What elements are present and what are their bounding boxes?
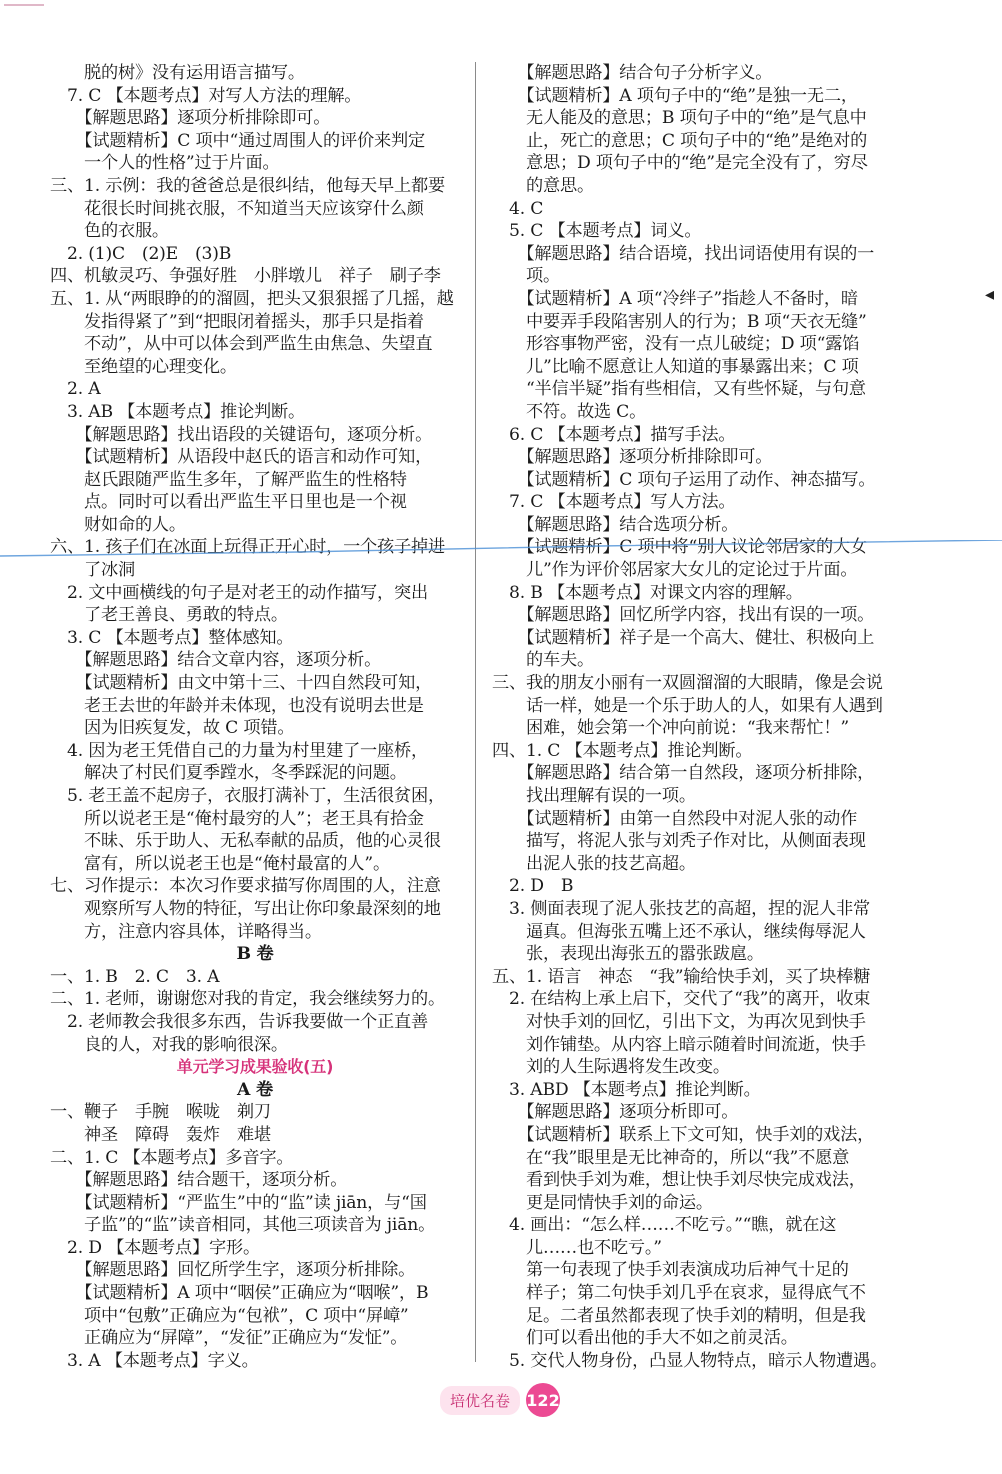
text-line: 对快手刘的回忆，引出下文，为再次见到快手	[492, 1011, 866, 1032]
text-line: 4. 因为老王凭借自己的力量为村里建了一座桥，	[50, 740, 429, 761]
text-line: 【试题精析】C 项中“通过周围人的评价来判定	[50, 130, 425, 151]
text-line: 的意思。	[492, 175, 594, 196]
text-line: 2. (1)C (2)E (3)B	[50, 243, 232, 264]
text-line: 刘的人生际遇将发生改变。	[492, 1057, 730, 1078]
text-line: 【试题精析】A 项中“咽侯”正确应为“咽喉”，B	[50, 1283, 429, 1304]
text-line: 6. C 【本题考点】描写手法。	[492, 424, 736, 445]
text-line: 了老王善良、勇敢的特点。	[50, 605, 288, 626]
text-line: 因为旧疾复发，故 C 项错。	[50, 718, 295, 739]
text-line: 中要弄手段陷害别人的行为；B 项“天衣无缝”	[492, 311, 867, 332]
text-line: 【试题精析】A 项句子中的“绝”是独一无二，	[492, 85, 858, 106]
text-line: 四、机敏灵巧、争强好胜 小胖墩儿 祥子 刷子李	[50, 266, 441, 287]
page-number: 122	[526, 1383, 560, 1417]
text-line: 【试题精析】“严监生”中的“监”读 jiān，与“国	[50, 1192, 427, 1213]
text-line: 3. ABD 【本题考点】推论判断。	[492, 1079, 761, 1100]
text-line: 意思；D 项句子中的“绝”是完全没有了，穷尽	[492, 153, 868, 174]
text-line: 3. 侧面表现了泥人张技艺的高超，捏的泥人非常	[492, 898, 871, 919]
text-line: 项。	[492, 266, 560, 287]
text-line: 3. A 【本题考点】字义。	[50, 1350, 259, 1371]
edge-arrow-icon: ◂	[985, 284, 995, 305]
text-line: 四、1. C 【本题考点】推论判断。	[492, 740, 753, 761]
page-footer	[420, 1380, 580, 1420]
text-line: 2. 文中画横线的句子是对老王的动作描写，突出	[50, 582, 429, 603]
text-line: 【解题思路】逐项分析排除即可。	[492, 447, 773, 468]
text-line: 不昧、乐于助人、无私奉献的品质，他的心灵很	[50, 831, 441, 852]
text-line: 出泥人张的技艺高超。	[492, 853, 696, 874]
text-line: 神圣 障碍 轰炸 难堪	[50, 1124, 271, 1145]
text-line: 描写，将泥人张与刘秃子作对比，从侧面表现	[492, 831, 866, 852]
left-column	[50, 62, 460, 1372]
text-line: 【解题思路】逐项分析排除即可。	[50, 108, 331, 129]
text-line: 们可以看出他的手大不如之前灵活。	[492, 1328, 798, 1349]
section-title: A 卷	[237, 1079, 273, 1100]
text-line: 【解题思路】结合题干，逐项分析。	[50, 1170, 348, 1191]
text-line: 看到快手刘为难，想让快手刘尽快完成戏法，	[492, 1170, 866, 1191]
text-line: 一个人的性格”过于片面。	[50, 153, 280, 174]
text-line: 一、鞭子 手腕 喉咙 剃刀	[50, 1102, 271, 1123]
text-line: 儿”作为评价邻居家大女儿的定论过于片面。	[492, 560, 858, 581]
text-line: 7. C 【本题考点】对写人方法的理解。	[50, 85, 362, 106]
text-line: 在“我”眼里是无比神奇的，所以“我”不愿意	[492, 1147, 850, 1168]
text-line: 【解题思路】结合第一自然段，逐项分析排除，	[492, 763, 875, 784]
text-line: 【解题思路】结合选项分析。	[492, 514, 739, 535]
text-line: 方，注意内容具体，详略得当。	[50, 921, 322, 942]
text-line: 2. D B	[492, 876, 574, 897]
text-line: 5. C 【本题考点】词义。	[492, 221, 702, 242]
text-line: “半信半疑”指有些相信，又有些怀疑，与句意	[492, 379, 866, 400]
text-line: 第一句表现了快手刘表演成功后神气十足的	[492, 1260, 849, 1281]
text-line: 【解题思路】结合文章内容，逐项分析。	[50, 650, 382, 671]
footer-label: 培优名卷	[440, 1386, 520, 1415]
text-line: 六、1. 孩子们在冰面上玩得正开心时，一个孩子掉进	[50, 537, 445, 558]
text-line: 【试题精析】祥子是一个高大、健壮、积极向上	[492, 627, 875, 648]
text-line: 3. AB 【本题考点】推论判断。	[50, 401, 306, 422]
text-line: 老王去世的年龄并未体现，也没有说明去世是	[50, 695, 424, 716]
text-line: 形容事物严密，没有一点儿破绽；D 项“露馅	[492, 334, 860, 355]
text-line: 困难，她会第一个冲向前说：“我来帮忙！”	[492, 718, 849, 739]
unit-title: 单元学习成果验收(五)	[176, 1057, 334, 1077]
text-line: 赵氏跟随严监生多年，了解严监生的性格特	[50, 469, 407, 490]
text-line: 五、1. 从“两眼睁的的溜圆，把头又狠狠摇了几摇，越	[50, 288, 454, 309]
text-line: 2. 老师教会我很多东西，告诉我要做一个正直善	[50, 1011, 429, 1032]
text-line: 3. C 【本题考点】整体感知。	[50, 627, 294, 648]
text-line: 4. 画出：“怎么样……不吃亏。”“瞧，就在这	[492, 1215, 837, 1236]
text-line: 7. C 【本题考点】写人方法。	[492, 492, 736, 513]
text-line: 【解题思路】回忆所学生字，逐项分析排除。	[50, 1260, 416, 1281]
text-line: 【试题精析】A 项“冷绊子”指趁人不备时，暗	[492, 288, 858, 309]
text-line: 5. 交代人物身份，凸显人物特点，暗示人物遭遇。	[492, 1350, 887, 1371]
text-line: 更是同情快手刘的命运。	[492, 1192, 713, 1213]
text-line: 话一样，她是一个乐于助人的人，如果有人遇到	[492, 695, 883, 716]
text-line: 的车夫。	[492, 650, 594, 671]
text-line: 富有，所以说老王也是“俺村最富的人”。	[50, 853, 390, 874]
text-line: 一、1. B 2. C 3. A	[50, 966, 220, 987]
text-line: 【解题思路】逐项分析即可。	[492, 1102, 739, 1123]
text-line: 无人能及的意思；B 项句子中的“绝”是气息中	[492, 108, 867, 129]
corner-mark	[4, 4, 44, 10]
column-divider	[475, 62, 476, 1362]
text-line: 找出理解有误的一项。	[492, 786, 696, 806]
text-line: 七、习作提示：本次习作要求描写你周围的人，注意	[50, 876, 441, 897]
text-line: 2. D 【本题考点】字形。	[50, 1237, 260, 1258]
text-line: 解决了村民们夏季蹚水，冬季踩泥的问题。	[50, 763, 407, 784]
text-line: 点。同时可以看出严监生平日里也是一个视	[50, 492, 407, 513]
text-line: 逼真。但海张五嘴上还不承认，继续侮辱泥人	[492, 921, 866, 942]
text-line: 儿……也不吃亏。”	[492, 1237, 662, 1258]
section-title: B 卷	[236, 944, 274, 965]
text-line: 样子；第二句快手刘几乎在哀求，显得底气不	[492, 1283, 866, 1304]
text-line: 2. A	[50, 379, 101, 400]
text-line: 了冰洞	[50, 560, 135, 581]
text-line: 正确应为“屏障”，“发征”正确应为“发怔”。	[50, 1328, 408, 1349]
text-line: 2. 在结构上承上启下，交代了“我”的离开，收束	[492, 989, 871, 1010]
text-line: 【解题思路】结合句子分析字义。	[492, 63, 773, 83]
text-line: 5. 老王盖不起房子，衣服打满补丁，生活很贫困，	[50, 786, 445, 806]
text-line: 【试题精析】由第一自然段中对泥人张的动作	[492, 808, 858, 829]
text-line: 【试题精析】C 项中将“别人议论邻居家的大女	[492, 537, 867, 558]
right-column	[492, 62, 907, 1372]
text-line: 三、1. 示例：我的爸爸总是很纠结，他每天早上都要	[50, 175, 445, 196]
text-line: 子监”的“监”读音相同，其他三项读音为 jiān。	[50, 1215, 436, 1236]
text-line: 8. B 【本题考点】对课文内容的理解。	[492, 582, 803, 603]
text-line: 【试题精析】C 项句子运用了动作、神态描写。	[492, 469, 876, 490]
text-line: 脱的树》没有运用语言描写。	[50, 63, 305, 83]
text-line: 【解题思路】回忆所学内容，找出有误的一项。	[492, 605, 875, 626]
text-line: 不动”，从中可以体会到严监生由焦急、失望直	[50, 334, 433, 355]
text-line: 发指得紧了”到“把眼闭着摇头，那手只是指着	[50, 311, 424, 332]
text-line: 【试题精析】由文中第十三、十四自然段可知，	[50, 673, 433, 694]
text-line: 良的人，对我的影响很深。	[50, 1034, 288, 1055]
text-line: 张，表现出海张五的嚣张跋扈。	[492, 944, 764, 965]
text-line: 色的衣服。	[50, 221, 169, 242]
text-line: 【解题思路】找出语段的关键语句，逐项分析。	[50, 424, 433, 445]
text-line: 花很长时间挑衣服，不知道当天应该穿什么颜	[50, 198, 424, 219]
text-line: 观察所写人物的特征，写出让你印象最深刻的地	[50, 898, 441, 919]
text-line: 项中“包敷”正确应为“包袱”，C 项中“屏嶂”	[50, 1305, 409, 1326]
text-line: 足。二者虽然都表现了快手刘的精明，但是我	[492, 1305, 866, 1326]
text-line: 财如命的人。	[50, 514, 186, 535]
text-line: 【解题思路】结合语境，找出词语使用有误的一	[492, 243, 875, 264]
text-line: 五、1. 语言 神态 “我”输给快手刘，买了块棒糖	[492, 966, 871, 987]
text-line: 4. C	[492, 198, 544, 219]
text-line: 【试题精析】联系上下文可知，快手刘的戏法，	[492, 1124, 875, 1145]
text-line: 止，死亡的意思；C 项句子中的“绝”是绝对的	[492, 130, 868, 151]
text-line: 所以说老王是“俺村最穷的人”；老王具有拾金	[50, 808, 424, 829]
text-line: 【试题精析】从语段中赵氏的语言和动作可知，	[50, 447, 433, 468]
text-line: 不符。故选 C。	[492, 401, 647, 422]
text-line: 儿”比喻不愿意让人知道的事暴露出来；C 项	[492, 356, 859, 377]
text-line: 二、1. 老师，谢谢您对我的肯定，我会继续努力的。	[50, 989, 445, 1010]
text-line: 至绝望的心理变化。	[50, 356, 237, 377]
text-line: 刘作铺垫。从内容上暗示随着时间流逝，快手	[492, 1034, 866, 1055]
text-line: 三、我的朋友小丽有一双圆溜溜的大眼睛，像是会说	[492, 673, 883, 694]
text-line: 二、1. C 【本题考点】多音字。	[50, 1147, 294, 1168]
